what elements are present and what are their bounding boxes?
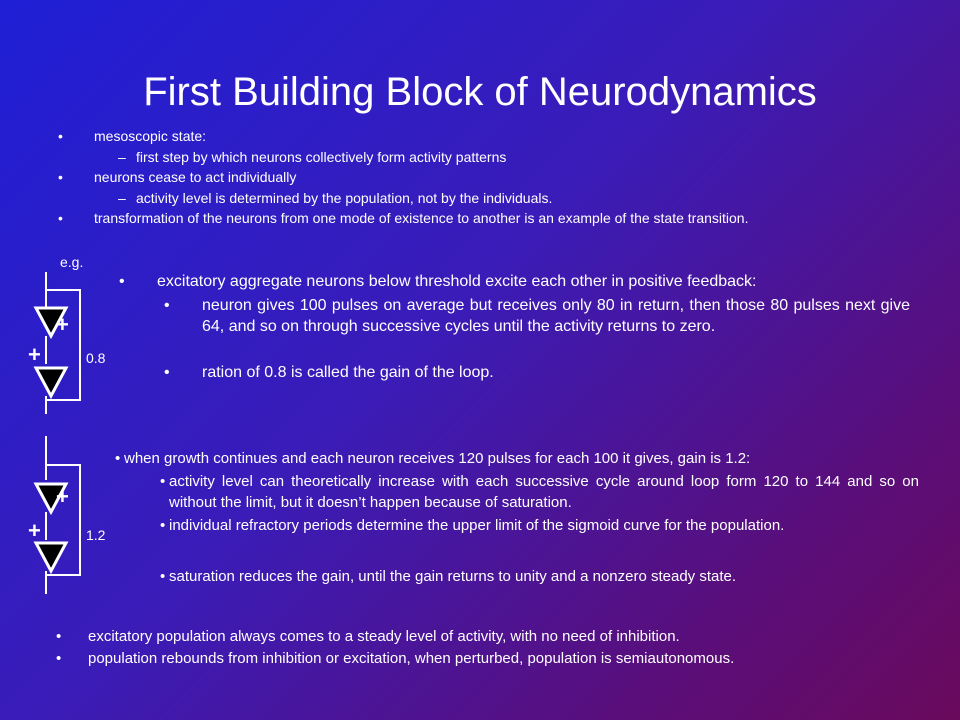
loop2-sub1-bullet (160, 471, 919, 513)
loop2-plus-a: + (56, 484, 69, 509)
loop1-plus-a: + (56, 312, 69, 337)
loop2-sub1-text: activity level can theoretically increase with each successive cycle around loop form 120 to 144 and so on without the limit, but it doesn’t happen because of saturation. (169, 473, 919, 511)
bullet-marker: • (58, 210, 63, 226)
bottom-bullet-text: excitatory population always comes to a steady level of activity, with no need of inhibition. (88, 628, 680, 645)
bottom-bullet-rebounds (56, 648, 938, 669)
bullet-marker: • (160, 568, 166, 585)
loop2-neuron-b-icon (36, 543, 66, 571)
bullet-marker: • (58, 128, 63, 144)
loop1-neuron-b-icon (36, 368, 66, 396)
bullet-text: mesoscopic state: (94, 128, 207, 144)
bullet-marker: • (56, 628, 62, 645)
bullet-marker: • (160, 517, 166, 534)
bottom-bullet-steady-level (56, 626, 938, 647)
loop1-gain-label: 0.8 (86, 350, 106, 366)
dash-marker: – (118, 190, 126, 206)
loop1-sub2-text: ration of 0.8 is called the gain of the loop. (202, 364, 494, 381)
loop2-gain-label: 1.2 (86, 527, 106, 543)
bullet-marker: • (119, 273, 125, 290)
bottom-bullet-text: population rebounds from inhibition or excitation, when perturbed, population is semiautonomous. (88, 650, 735, 667)
loop2-sub3-text: saturation reduces the gain, until the gain returns to unity and a nonzero steady state. (169, 568, 737, 585)
loop1-sub1-bullet (164, 295, 910, 337)
dash-marker: – (118, 149, 126, 165)
loop2-sub3-bullet (160, 566, 929, 587)
loop2-main-bullet (115, 448, 924, 469)
loop2-plus-b: + (28, 518, 41, 543)
bullet-text: transformation of the neurons from one mode of existence to another is an example of the state transition. (94, 210, 749, 226)
bullet-marker: • (164, 297, 170, 314)
loop2-sub2-bullet (160, 515, 919, 536)
sub-bullet-text: activity level is determined by the population, not by the individuals. (136, 190, 553, 206)
bullet-marker: • (164, 364, 170, 381)
bullet-text: neurons cease to act individually (94, 169, 297, 185)
loop2-main-text: when growth continues and each neuron receives 120 pulses for each 100 it gives, gain is 1.2: (124, 450, 751, 467)
bullet-marker: • (160, 473, 166, 490)
loop1-main-text: excitatory aggregate neurons below threshold excite each other in positive feedback: (157, 273, 757, 290)
loop1-sub1-text: neuron gives 100 pulses on average but receives only 80 in return, then those 80 pulses next give 64, and so on through successive cycles until the activity returns to zero. (202, 297, 910, 335)
slide-title: First Building Block of Neurodynamics (143, 70, 817, 114)
bullet-marker: • (115, 450, 121, 467)
loop1-main-bullet (119, 271, 917, 292)
loop1-plus-b: + (28, 342, 41, 367)
sub-bullet-text: first step by which neurons collectively form activity patterns (136, 149, 507, 165)
bullet-marker: • (58, 169, 63, 185)
bullet-marker: • (56, 650, 62, 667)
eg-label: e.g. (60, 254, 84, 270)
loop1-sub2-bullet (164, 362, 910, 383)
loop2-sub2-text: individual refractory periods determine the upper limit of the sigmoid curve for the population. (169, 517, 785, 534)
